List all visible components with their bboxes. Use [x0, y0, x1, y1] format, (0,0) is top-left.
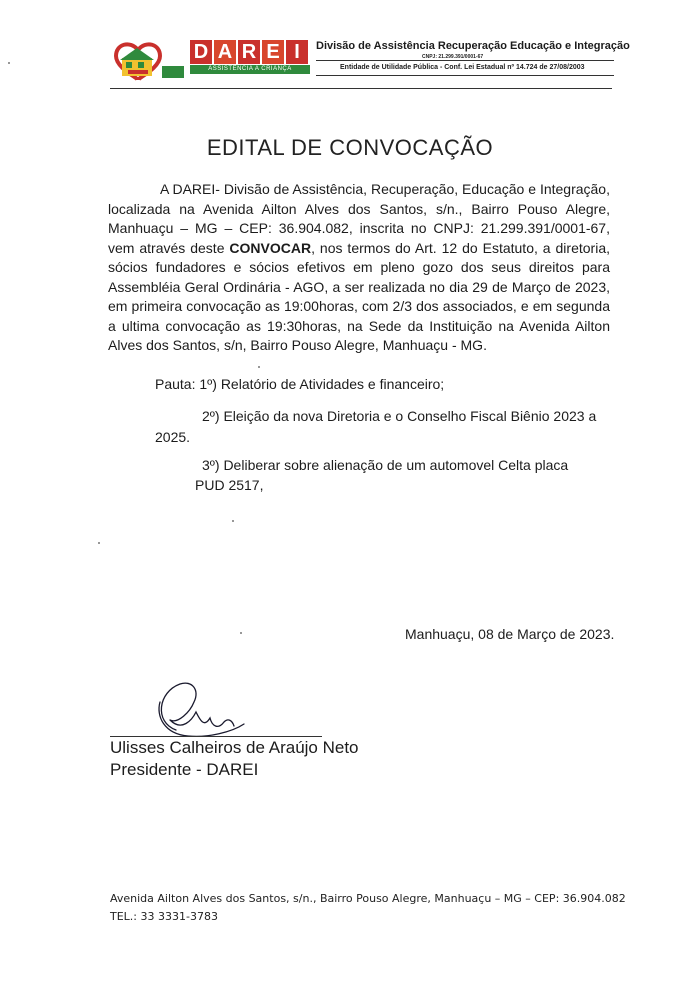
- document-title: EDITAL DE CONVOCAÇÃO: [206, 135, 494, 160]
- body-paragraph: [108, 180, 610, 356]
- scan-speck: [240, 632, 242, 634]
- agenda-item-2: 2º) Eleição da nova Diretoria e o Conselho Fiscal Biênio 2023 a: [202, 408, 597, 424]
- agenda-item-3-continued: PUD 2517,: [195, 477, 264, 493]
- agenda-item-1: Pauta: 1º) Relatório de Atividades e financeiro;: [155, 376, 445, 392]
- brand-letter: D: [190, 40, 212, 64]
- organization-name: Divisão de Assistência Recuperação Educação e Integração: [316, 40, 630, 52]
- scan-speck: [232, 520, 234, 522]
- scan-speck: [258, 366, 260, 368]
- brand-letter: I: [286, 40, 308, 64]
- darei-brand: [190, 40, 310, 74]
- footer-phone: TEL.: 33 3331-3783: [110, 910, 218, 923]
- body-text-part: A DAREI- Divisão de Assistência, Recuperação, Educação e Integração, localizada na Avenida Ailton Alves dos Santos, s/n., Bairro Pouso Alegre, Manhuaçu – MG – CEP: 36.904.082, inscrita no CNPJ: 21.299.391/0001-67, vem através deste: [108, 181, 610, 256]
- document-date: Manhuaçu, 08 de Março de 2023.: [405, 626, 615, 642]
- agenda-item-3: 3º) Deliberar sobre alienação de um automovel Celta placa: [202, 457, 569, 473]
- body-text-bold: CONVOCAR: [229, 239, 312, 256]
- footer-address: Avenida Ailton Alves dos Santos, s/n., Bairro Pouso Alegre, Manhuaçu – MG – CEP: 36.904.082: [110, 892, 626, 905]
- signer-name: Ulisses Calheiros de Araújo Neto: [110, 738, 359, 757]
- brand-letter: R: [238, 40, 260, 64]
- body-text-part: , nos termos do Art. 12 do Estatuto, a diretoria, sócios fundadores e sócios efetivos em pleno gozo dos seus direitos para Assembléia Geral Ordinária - AGO, a ser realizada no dia 29 de Março de 2023, em primeira convocação as 19:00horas, com 2/3 dos associados, e em segunda a ultima convocação as 19:30horas, na Sede da Instituição na Avenida Ailton Alves dos Santos, s/n, Bairro Pouso Alegre, Manhuaçu - MG.: [108, 239, 610, 353]
- agenda-item-2-continued: 2025.: [155, 429, 191, 445]
- header-divider: [316, 75, 614, 76]
- header-divider: [110, 88, 612, 89]
- scan-speck: [8, 62, 10, 64]
- handwritten-signature-icon: [148, 672, 268, 742]
- signer-role: Presidente - DAREI: [110, 760, 259, 779]
- signature-line: [110, 736, 322, 737]
- darei-logo-icon: [108, 36, 188, 82]
- brand-letter: E: [262, 40, 284, 64]
- scan-speck: [98, 542, 100, 544]
- brand-letter: A: [214, 40, 236, 64]
- header-divider: [316, 60, 614, 61]
- brand-tagline: ASSISTÊNCIA A CRIANÇA: [190, 65, 310, 74]
- header-cnpj: CNPJ: 21.299.391/0001-67: [422, 54, 484, 60]
- public-utility-note: Entidade de Utilidade Pública - Conf. Lei Estadual nº 14.724 de 27/08/2003: [340, 64, 585, 71]
